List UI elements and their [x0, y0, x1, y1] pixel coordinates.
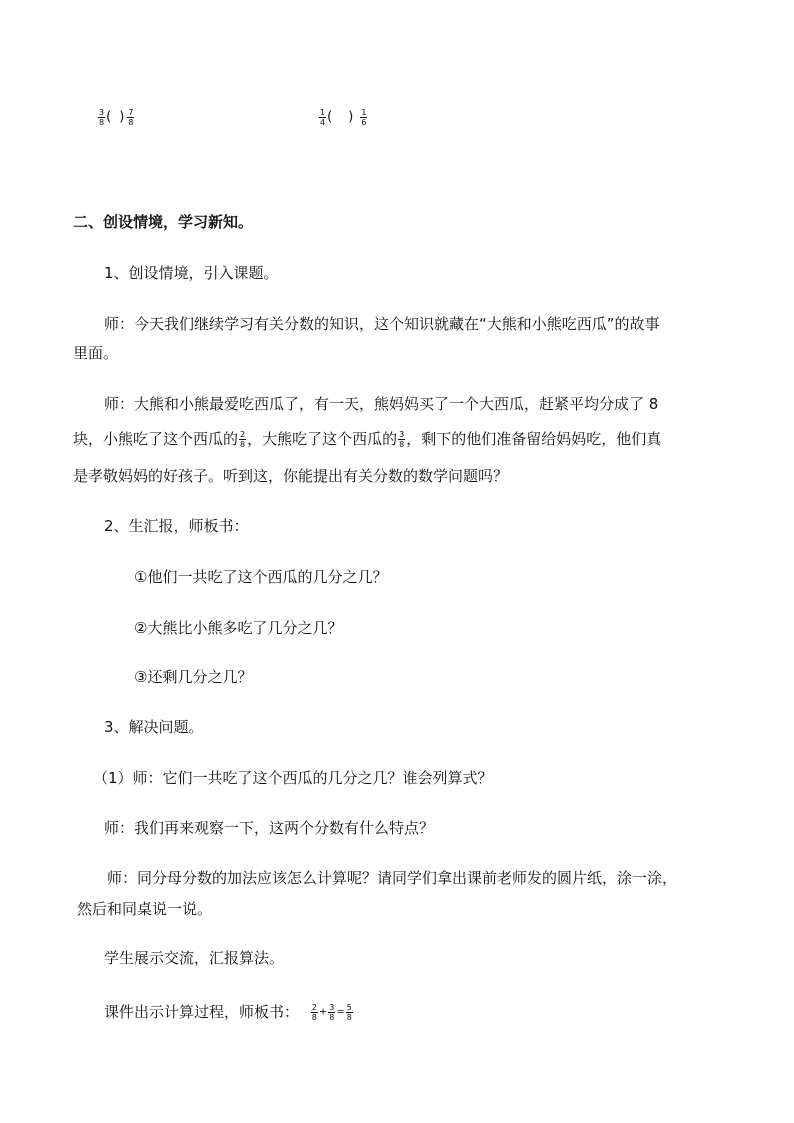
teacher-line-2-b: 然后和同桌说一说。 — [77, 900, 213, 918]
equation: $\frac{2}{8}$ + $\frac{3}{8}$ = $\frac{5}{8}$ — [311, 1003, 352, 1022]
section-title: 二、创设情境，学习新知。 — [73, 213, 254, 231]
sub-question-1: （1）师：它们一共吃了这个西瓜的几分之几？谁会列算式？ — [93, 769, 493, 787]
compare-right — [318, 106, 368, 129]
fraction: $\frac{3}{8}$ — [329, 1003, 335, 1022]
fraction: $\frac{7}{8}$ — [128, 108, 134, 127]
teacher-line-1: 师：我们再来观察一下，这两个分数有什么特点？ — [104, 819, 435, 837]
step-3-heading: 3、解决问题。 — [104, 718, 204, 736]
student-line: 学生展示交流，汇报算法。 — [104, 949, 285, 967]
fraction: $\frac{1}{4}$ — [320, 108, 326, 127]
fraction: $\frac{2}{8}$ — [311, 1003, 317, 1022]
fraction: $\frac{3}{8}$ — [399, 430, 405, 449]
teacher-line-2-a: 师：同分母分数的加法应该怎么计算呢？请同学们拿出课前老师发的圆片纸，涂一涂， — [107, 869, 678, 887]
paragraph-1-line-1: 师：今天我们继续学习有关分数的知识，这个知识就藏在“大熊和小熊吃西瓜”的故事 — [104, 315, 660, 333]
step-2-heading: 2、生汇报，师板书： — [104, 517, 249, 535]
paragraph-2-line-1: 师：大熊和小熊最爱吃西瓜了，有一天，熊妈妈买了一个大西瓜，赶紧平均分成了 8 — [104, 395, 659, 413]
compare-left — [97, 106, 135, 129]
question-2: ②大熊比小熊多吃了几分之几？ — [134, 619, 343, 637]
blank-parentheses: ( ) — [106, 109, 127, 125]
paragraph-2-line-3: 是孝敬妈妈的好孩子。听到这，你能提出有关分数的数学问题吗？ — [73, 467, 509, 485]
step-1-heading: 1、创设情境，引入课题。 — [104, 264, 279, 282]
fraction: $\frac{2}{8}$ — [240, 430, 246, 449]
blank-parentheses: ( ) — [327, 109, 360, 125]
question-1: ①他们一共吃了这个西瓜的几分之几？ — [134, 568, 388, 586]
fraction: $\frac{1}{6}$ — [361, 108, 367, 127]
fraction: $\frac{3}{8}$ — [99, 108, 105, 127]
paragraph-1-line-2: 里面。 — [73, 344, 119, 362]
courseware-line: 课件出示计算过程，师板书： $\frac{2}{8}$ + $\frac{3}{8}$ = $\frac{5}{8}$ — [104, 1003, 352, 1022]
fraction: $\frac{5}{8}$ — [346, 1003, 352, 1022]
paragraph-2-line-2: 块，小熊吃了这个西瓜的 $\frac{2}{8}$ ，大熊吃了这个西瓜的 $\frac{3}{8}$ ，剩下的他们准备留给妈妈吃，他们真 — [73, 430, 662, 449]
question-3: ③还剩几分之几？ — [134, 668, 253, 686]
